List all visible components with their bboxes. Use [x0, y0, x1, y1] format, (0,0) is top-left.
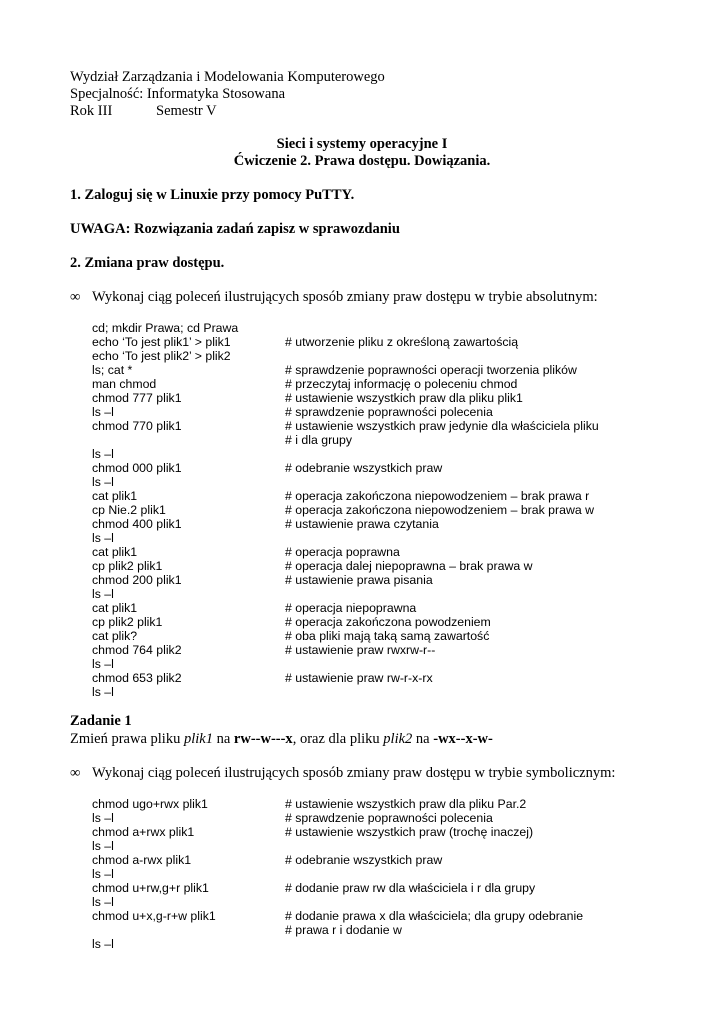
exercise-title: Ćwiczenie 2. Prawa dostępu. Dowiązania. — [233, 153, 491, 169]
code-line — [0, 349, 724, 363]
code-line — [0, 895, 724, 909]
absolute-mode-commands — [0, 321, 724, 699]
command: ls –l — [92, 685, 114, 699]
command: chmod 764 plik2 — [92, 643, 182, 657]
command-comment: # ustawienie prawa czytania — [285, 517, 439, 531]
command-comment: # prawa r i dodanie w — [285, 923, 402, 937]
command-comment: # ustawienie prawa pisania — [285, 573, 433, 587]
infinity-bullet-icon: ∞ — [70, 765, 81, 781]
command-comment: # ustawienie wszystkich praw dla pliku Par.2 — [285, 797, 527, 811]
code-line — [0, 853, 724, 867]
code-line — [0, 559, 724, 573]
command-comment: # oba pliki mają taką samą zawartość — [285, 629, 490, 643]
command-comment: # przeczytaj informację o poleceniu chmod — [285, 377, 518, 391]
code-line — [0, 517, 724, 531]
code-line — [0, 531, 724, 545]
command-comment: # operacja zakończona niepowodzeniem – brak prawa r — [285, 489, 590, 503]
code-line — [0, 377, 724, 391]
command-comment: # i dla grupy — [285, 433, 352, 447]
command: echo ‘To jest plik1’ > plik1 — [92, 335, 231, 349]
command: ls –l — [92, 811, 114, 825]
command: echo ‘To jest plik2’ > plik2 — [92, 349, 231, 363]
command: chmod u+x,g-r+w plik1 — [92, 909, 216, 923]
specialization: Specjalność: Informatyka Stosowana — [70, 86, 286, 102]
command: chmod u+rw,g+r plik1 — [92, 881, 209, 895]
command-comment: # operacja poprawna — [285, 545, 400, 559]
task-1-text — [70, 731, 493, 748]
permissions-plik1: rw--w---x — [233, 731, 293, 747]
command: chmod 400 plik1 — [92, 517, 182, 531]
command-comment: # operacja dalej niepoprawna – brak prawa w — [285, 559, 533, 573]
command: chmod 653 plik2 — [92, 671, 182, 685]
code-line — [0, 461, 724, 475]
command-comment: # sprawdzenie poprawności polecenia — [285, 811, 493, 825]
command: cd; mkdir Prawa; cd Prawa — [92, 321, 239, 335]
command: chmod 777 plik1 — [92, 391, 182, 405]
section-2-heading: 2. Zmiana praw dostępu. — [70, 255, 225, 271]
code-line — [0, 881, 724, 895]
command-comment: # operacja zakończona niepowodzeniem – brak prawa w — [285, 503, 594, 517]
command: cat plik? — [92, 629, 138, 643]
command: chmod a-rwx plik1 — [92, 853, 192, 867]
task-text-part: na — [412, 731, 434, 747]
code-line — [0, 671, 724, 685]
command: chmod 770 plik1 — [92, 419, 182, 433]
code-line — [0, 405, 724, 419]
task-text-part: na — [212, 731, 234, 747]
code-line — [0, 587, 724, 601]
command: ls –l — [92, 447, 114, 461]
code-line — [0, 475, 724, 489]
code-line — [0, 489, 724, 503]
code-line — [0, 867, 724, 881]
code-line — [0, 545, 724, 559]
command-comment: # operacja niepoprawna — [285, 601, 417, 615]
command: chmod a+rwx plik1 — [92, 825, 195, 839]
command-comment: # dodanie praw rw dla właściciela i r dla grupy — [285, 881, 536, 895]
command: cp plik2 plik1 — [92, 559, 163, 573]
command-comment: # dodanie prawa x dla właściciela; dla grupy odebranie — [285, 909, 584, 923]
task-text-part: , oraz dla pliku — [292, 731, 384, 747]
code-line — [0, 797, 724, 811]
code-line — [0, 923, 724, 937]
command-comment: # ustawienie praw rw-r-x-rx — [285, 671, 433, 685]
command: chmod 000 plik1 — [92, 461, 182, 475]
code-line — [0, 643, 724, 657]
command-comment: # operacja zakończona powodzeniem — [285, 615, 491, 629]
code-line — [0, 321, 724, 335]
task-text-part: Zmień prawa pliku — [70, 731, 184, 747]
code-line — [0, 433, 724, 447]
code-line — [0, 601, 724, 615]
command: ls –l — [92, 531, 114, 545]
command: cat plik1 — [92, 489, 138, 503]
command-comment: # ustawienie wszystkich praw jedynie dla właściciela pliku — [285, 419, 599, 433]
year: Rok III — [70, 103, 113, 119]
faculty-name: Wydział Zarządzania i Modelowania Komputerowego — [70, 69, 385, 85]
symbolic-mode-commands — [0, 797, 724, 951]
code-line — [0, 615, 724, 629]
code-line — [0, 811, 724, 825]
code-line — [0, 503, 724, 517]
code-line — [0, 685, 724, 699]
code-line — [0, 657, 724, 671]
course-title: Sieci i systemy operacyjne I — [276, 136, 448, 152]
file-name-plik2: plik2 — [383, 731, 413, 747]
code-line — [0, 573, 724, 587]
code-line — [0, 447, 724, 461]
command-comment: # ustawienie wszystkich praw dla pliku plik1 — [285, 391, 523, 405]
command: ls –l — [92, 839, 114, 853]
command: cp Nie.2 plik1 — [92, 503, 166, 517]
command: cat plik1 — [92, 545, 138, 559]
command-comment: # odebranie wszystkich praw — [285, 853, 443, 867]
permissions-plik2: -wx--x-w- — [433, 731, 493, 747]
command: ls –l — [92, 867, 114, 881]
task-1-heading: Zadanie 1 — [70, 713, 132, 729]
semester: Semestr V — [156, 103, 217, 119]
code-line — [0, 839, 724, 853]
command: ls –l — [92, 657, 114, 671]
command-comment: # ustawienie wszystkich praw (trochę inaczej) — [285, 825, 534, 839]
warning-note: UWAGA: Rozwiązania zadań zapisz w sprawozdaniu — [70, 221, 400, 237]
command: cat plik1 — [92, 601, 138, 615]
command: ls –l — [92, 895, 114, 909]
command: man chmod — [92, 377, 157, 391]
command-comment: # odebranie wszystkich praw — [285, 461, 443, 475]
file-name-plik1: plik1 — [183, 731, 213, 747]
command: ls –l — [92, 475, 114, 489]
command: ls –l — [92, 587, 114, 601]
command-comment: # utworzenie pliku z określoną zawartością — [285, 335, 519, 349]
command: cp plik2 plik1 — [92, 615, 163, 629]
bullet-symbolic-mode: Wykonaj ciąg poleceń ilustrujących sposób zmiany praw dostępu w trybie symbolicznym: — [92, 765, 616, 781]
code-line — [0, 825, 724, 839]
command: chmod 200 plik1 — [92, 573, 182, 587]
code-line — [0, 363, 724, 377]
command-comment: # ustawienie praw rwxrw-r-- — [285, 643, 436, 657]
code-line — [0, 909, 724, 923]
bullet-absolute-mode: Wykonaj ciąg poleceń ilustrujących sposób zmiany praw dostępu w trybie absolutnym: — [92, 289, 598, 305]
command-comment: # sprawdzenie poprawności operacji tworzenia plików — [285, 363, 577, 377]
command-comment: # sprawdzenie poprawności polecenia — [285, 405, 493, 419]
command: chmod ugo+rwx plik1 — [92, 797, 208, 811]
command: ls; cat * — [92, 363, 133, 377]
code-line — [0, 419, 724, 433]
code-line — [0, 937, 724, 951]
section-1-heading: 1. Zaloguj się w Linuxie przy pomocy PuTTY. — [70, 187, 355, 203]
code-line — [0, 629, 724, 643]
command: ls –l — [92, 937, 114, 951]
infinity-bullet-icon: ∞ — [70, 289, 81, 305]
command: ls –l — [92, 405, 114, 419]
code-line — [0, 391, 724, 405]
code-line — [0, 335, 724, 349]
